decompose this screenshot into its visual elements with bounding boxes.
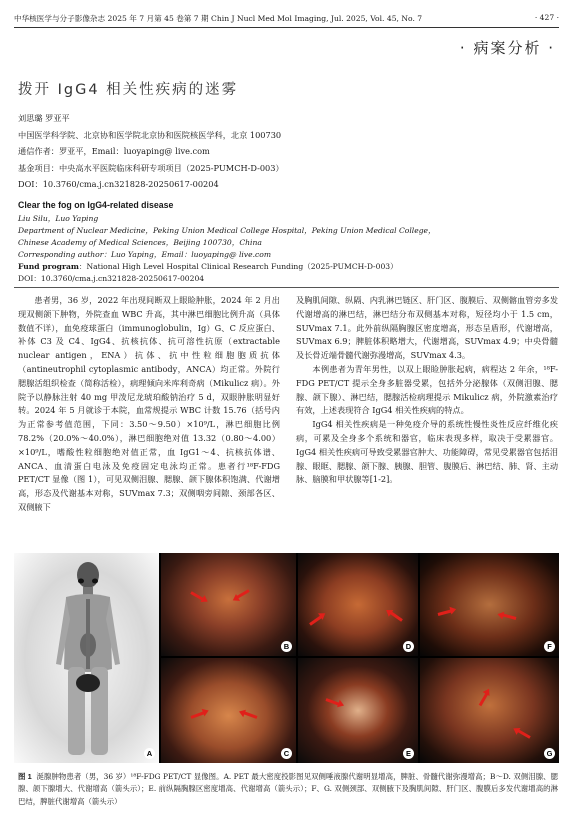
arrow-icon — [390, 611, 403, 621]
body-column-right — [296, 294, 558, 487]
frontmatter-rule — [14, 287, 559, 288]
arrow-icon — [325, 698, 339, 706]
arrow-icon — [190, 711, 204, 719]
fund-en-label: Fund program — [18, 262, 79, 271]
authors-en: Liu Silu，Luo Yaping — [18, 214, 99, 223]
header-rule — [14, 27, 559, 28]
body-silhouette — [48, 559, 128, 759]
arrow-icon — [479, 693, 489, 707]
fund-cn: 基金项目：中央高水平医院临床科研专项项目（2025-PUMCH-D-003） — [18, 163, 284, 173]
english-title: Clear the fog on IgG4-related disease — [18, 200, 174, 210]
section-heading: · 病案分析 · — [459, 39, 555, 57]
body-paragraph: 本例患者为青年男性，以双上眼睑肿胀起病，病程达 2 年余，¹⁸F-FDG PET/CT 提示全身多脏器受累，包括外分泌腺体（双侧泪腺、腮腺、颌下腺）、淋巴结，腮腺活检病理提示 Mikulicz 病，外院激素治疗有效，上述表现符合 IgG4 相关性疾病的特点。 — [296, 363, 558, 416]
fund-en-text: ：National High Level Hospital Clinical Research Funding（2025-PUMCH-D-003） — [78, 262, 398, 271]
authors-cn: 刘思璐 罗亚平 — [18, 113, 70, 123]
fund-en — [18, 261, 398, 273]
article-title: 拨开 IgG4 相关性疾病的迷雾 — [18, 82, 239, 98]
panel-f-scan-image — [420, 553, 559, 656]
arrow-icon — [438, 609, 452, 616]
body-paragraph: IgG4 相关性疾病是一种免疫介导的系统性慢性炎性反应纤维化疾病，可累及全身多个系统和器官，临床表现多样，取决于受累器官。IgG4 相关性疾病可导致受累器官肿大、功能障碍，常见受累器官包括泪腺、眼眶、腮腺、颌下腺、胰腺、胆管、腹膜后、淋巴结、肺、肾、主动脉、脑膜和甲状腺等[1-2]。 — [296, 419, 559, 485]
arrow-icon — [517, 729, 531, 739]
caption-text: 涎腺肿物患者（男，36 岁）¹⁸F-FDG PET/CT 显像图。A. PET 最大密度投影图见双侧唾液腺代谢明显增高，脾脏、骨髓代谢弥漫增高；B～D. 双侧泪腺、腮腺、颌下腺增大、代谢增高（箭头示）；E. 前纵隔胸腺区密度增高、代谢增高（箭头示）；F、G. 双侧颈部、双侧腋下及胸肌间隙、肝门区、腹膜后多发代谢增高的淋巴结，脾脏代谢增高（箭头示） — [18, 772, 558, 806]
arrow-icon — [243, 711, 257, 719]
arrow-icon — [502, 613, 516, 620]
affiliation-cn: 中国医学科学院、北京协和医学院北京协和医院核医学科，北京 100730 — [18, 130, 282, 140]
panel-label: G — [544, 748, 555, 759]
body-paragraph: 患者男，36 岁，2022 年出现间断双上眼睑肿胀，2024 年 2 月出现双侧颌下肿物，外院查血 WBC 升高，其中淋巴细胞比例升高（具体数值不详），血免疫球蛋白（immunoglobulin，Ig）G、C 反应蛋白、补体 C3 及 C4、IgG4、抗核抗体、抗可溶性抗原（extractable nuclear antigen，ENA）抗体、抗中性粒细胞胞质抗体（antineutrophil cytoplasmic antibody，ANCA）均正常。外院行腮腺活组织检查（简称活检），病理倾向米库利奇病（Mikulicz 病）。外院予以静脉注射 40 mg 甲泼尼龙琥珀酸钠治疗 5 d，双眼肿胀明显好转。2024 年 5 月就诊于本院，血常规提示 WBC 计数 15.76（括号内为正常参考值范围，下同：3.50～9.50）×10⁹/L，淋巴细胞比例 78.2%（20.0%～40.0%），淋巴细胞绝对值 13.32（0.80～4.00）×10⁹/L，嗜酸性粒细胞绝对值正常，血 IgG1～4、抗核抗体谱、ANCA、血清蛋白电泳及免疫固定电泳均正常。患者行¹⁸F-FDG PET/CT 显像（图 1），可见双侧泪腺、腮腺、颌下腺体积饱满、代谢增高，形态及代谢基本对称，SUVmax 7.3；双侧咽旁间隙、颈部各区、双侧腋下 — [18, 295, 280, 512]
panel-label: F — [544, 641, 555, 652]
panel-label: E — [403, 748, 414, 759]
figure-caption — [18, 771, 558, 808]
arrow-icon — [236, 589, 250, 599]
page-number: · 427 · — [534, 13, 559, 22]
panel-label: C — [281, 748, 292, 759]
figure-1 — [14, 553, 559, 763]
arrow-icon — [190, 591, 204, 601]
doi-en: DOI：10.3760/cma.j.cn321828-20250617-00204 — [18, 274, 205, 283]
arrow-icon — [309, 615, 322, 625]
panel-g-scan-image — [420, 658, 559, 763]
department-en-line1: Department of Nuclear Medicine，Peking Union Medical College Hospital，Peking Union Medical College， — [18, 226, 436, 235]
caption-label: 图 1 — [18, 772, 32, 781]
corresponding-en: Corresponding author：Luo Yaping，Email：luoyaping@ live.com — [18, 250, 272, 259]
panel-d-scan-image — [298, 553, 418, 656]
doi-cn: DOI：10.3760/cma.j.cn321828-20250617-00204 — [18, 179, 219, 189]
panel-b-scan-image — [161, 553, 296, 656]
corresponding-cn: 通信作者：罗亚平，Email：luoyaping@ live.com — [18, 146, 210, 156]
panel-a-mip-image — [14, 553, 159, 763]
running-header — [14, 13, 559, 24]
panel-e-scan-image — [298, 658, 418, 763]
panel-label: A — [144, 748, 155, 759]
panel-label: D — [403, 641, 414, 652]
body-paragraph: 及胸肌间隙、纵隔、内乳淋巴链区、肝门区、腹膜后、双侧髂血管旁多发代谢增高的淋巴结，淋巴结分布双侧基本对称，短径均小于 1.5 cm，SUVmax 7.1。此外前纵隔胸腺区密度增高，形态呈盾形，代谢增高，SUVmax 6.9；脾脏体积略增大，代谢增高，SUVmax 4.9；中央骨髓及长骨近端骨髓代谢弥漫增高，SUVmax 4.3。 — [296, 295, 559, 361]
panel-c-scan-image — [161, 658, 296, 763]
journal-citation: 中华核医学与分子影像杂志 2025 年 7 月第 45 卷第 7 期 Chin J Nucl Med Mol Imaging, Jul. 2025, Vol. 45, No. 7 — [14, 14, 423, 23]
department-en-line2: Chinese Academy of Medical Sciences，Beijing 100730，China — [18, 238, 262, 247]
panel-label: B — [281, 641, 292, 652]
body-column-left — [18, 294, 280, 515]
